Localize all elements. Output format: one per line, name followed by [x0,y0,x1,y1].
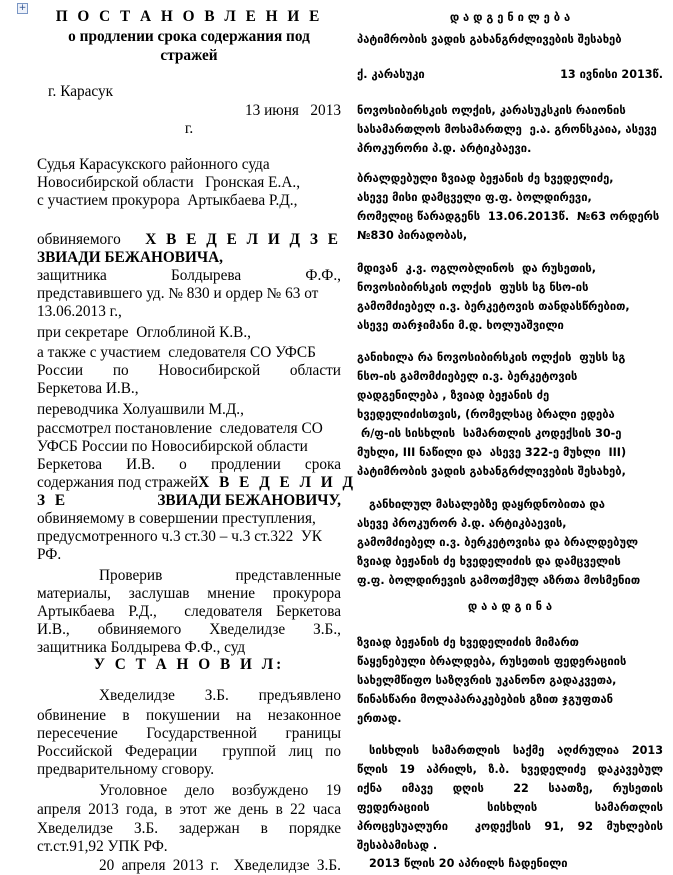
text-segment: ასევე პროკურორ პ.დ. არტიკბაევის, [357,517,567,530]
text-segment: г. Карасук [48,83,114,100]
text-segment: Х В Е Д Е Л И Д [198,474,357,491]
text-line [37,380,341,398]
text-segment: УФСБ России по Новосибирской области [37,438,308,455]
text-segment: 20 апреля 2013 г. Хведелидзе З.Б. [99,857,341,874]
text-segment: материалы, заслушав мнение прокурора [37,585,341,602]
text-segment: დადგენილება , ზვიად ბეჟანის ძე [357,389,550,402]
text-segment: რომელიც წარადგენს 13.06.2013წ. №63 ორდერს [357,210,660,223]
text-segment: о продлении срока содержания под [68,28,310,45]
text-line [357,406,663,424]
text-segment: Артыкбаева Р.Д., следователя Беркетова [37,603,341,620]
text-segment: апреля 2013 года, в этот же день в 22 часа [37,801,341,818]
text-segment: ЗВИАДИ БЕЖАНОВИЧА, [37,249,223,266]
text-line [37,285,341,303]
text-line [357,553,663,571]
text-line [357,387,663,405]
text-line [37,362,341,380]
text-line [37,324,341,342]
text-line [357,298,663,316]
text-segment: დ ა ა დ გ ი ნ ა [467,600,553,613]
text-segment: при секретаре Оглоблиной К.В., [37,324,251,341]
text-line [357,515,663,533]
text-line [37,474,357,492]
text-segment: обвиняемого [37,231,121,248]
text-segment: ნსო-ის გამომძიებელ ი.ვ. ბერკეტოვის [357,370,578,383]
text-line [357,140,663,158]
text-segment: ფ.ფ. ბოლდირევის გამოთქმულ აზრთა მოსმენით [357,574,641,587]
text-segment: გამომძიებელ ი.ვ. ბერკეტოვის თანდასწრებით, [357,300,630,313]
text-segment: მდივან კ.ვ. ოგლობლინოს და რუსეთის, [357,262,597,275]
text-segment: защитника Болдырева Ф.Ф., [37,267,341,284]
text-segment: 13 июня 2013 [244,102,341,119]
text-line [37,725,341,743]
text-segment: предварительному сговору. [37,761,215,778]
text-line [357,260,663,278]
text-line [37,420,341,438]
text-line [357,425,663,443]
text-segment: მუხლი, III ნაწილი და ასევე 322-ე მუხლი III) [357,446,627,459]
text-segment: стражей [160,47,218,64]
text-segment: РФ. [37,546,62,563]
text-line [357,31,663,49]
text-line [37,231,341,249]
text-segment: ზვიად ბეჟანის ძე ხვედელიძის მიმართ [357,636,579,649]
text-segment: დ ა დ გ ე ნ ი ლ ე ბ ა [449,11,571,24]
text-line [37,687,341,705]
text-segment: პროცესუალური კოდექსის 91, 92 მუხლების [357,820,663,833]
text-line [37,83,341,101]
text-line [37,743,341,761]
text-segment: Проверив представленные [99,567,341,584]
text-segment: პატიმრობის ვადის გახანგრძლივების შესახებ [357,33,622,46]
text-segment: ასევე მისი დამცველი ფ.ფ. ბოლდირევი, [357,191,592,204]
text-line [357,102,663,120]
text-segment: П О С Т А Н О В Л Е Н И Е [55,8,323,25]
text-line [357,837,663,855]
text-segment: რ/ფ-ის სისხლის სამართლის კოდექსის 30-ე [361,427,622,440]
text-segment: России по Новосибирской области [37,362,341,379]
text-line [357,317,663,335]
text-line [37,28,341,46]
text-segment: ბრალდებული ზვიად ბეჟანის ძე ხვედელიძე, [357,172,614,185]
text-segment: рассмотрел постановление следователя СО [37,420,323,437]
text-line [357,855,663,873]
text-line [37,249,341,267]
text-line [37,8,341,26]
text-segment: წაყენებული ბრალდება, რუსეთის ფედერაციის [357,655,627,668]
text-segment: Хведелидзе З.Б. задержан в порядке [37,820,341,837]
text-line [357,672,663,690]
text-segment: 2013 წლის 20 აპრილს ჩადენილი [369,857,568,870]
text-segment: №830 პირადობას, [357,229,468,242]
text-segment: а также с участием следователя СО УФСБ [37,344,316,361]
text-line [37,456,341,474]
text-line [37,820,341,838]
text-segment: იქნა იმავე დღის 22 საათზე, რუსეთის [357,782,663,795]
text-segment: Беркетова И.В., [37,380,139,397]
text-line [357,368,663,386]
text-segment: представившего уд. № 830 и ордер № 63 от [37,285,319,302]
text-segment: ზვიად ბეჟანის ძე ხვედელიძის და დამცველის [357,555,621,568]
text-line [37,192,341,210]
text-segment: პროკურორი პ.დ. არტიკბაევი. [357,142,532,155]
text-segment: სასამართლოს მოსამართლე ე.ა. გრონსკაია, ასევე [357,123,657,136]
text-segment: გამომძიებელ ი.ვ. ბერკეტოვისა და ბრალდებულ [357,536,639,549]
text-line [37,47,341,65]
text-line [37,510,341,528]
text-line [37,761,341,779]
text-segment: 13.06.2013 г., [37,303,122,320]
text-line [37,621,341,639]
text-segment: обвинение в покушении на незаконное [37,707,341,724]
text-line [357,761,663,779]
text-segment: შესაბამისად . [357,839,438,852]
text-segment: защитника Болдырева Ф.Ф., суд [37,639,246,656]
text-line [37,401,341,419]
text-segment: с участием прокурора Артыкбаева Р.Д., [37,192,298,209]
text-line [37,528,341,546]
text-segment: წინასწარი მოლაპარაკებების გზით ჯგუფთან [357,693,614,706]
text-line [357,279,663,297]
text-line [37,344,341,362]
russian-column [37,0,357,874]
text-line [357,780,663,798]
text-segment: წლის 19 აპრილს, ზ.ბ. ხვედელიძე დაკავებულ [357,763,663,776]
text-segment: ქ. კარასუკი [357,68,425,81]
text-segment: Российской Федерации группой лиц по [37,743,341,760]
text-line [37,639,341,657]
text-segment: ასევე თარჯიმანი მ.დ. ხოლუაშვილი [357,319,564,332]
text-line [357,121,663,139]
text-segment: ЗВИАДИ БЕЖАНОВИЧУ, [157,492,341,509]
text-line [37,303,341,321]
text-line [37,174,341,192]
text-line [357,349,663,367]
text-line [37,546,341,564]
text-segment: Новосибирской области Гронская Е.А., [37,174,301,191]
text-segment: ნოვოსიბირსკის ოლქის ფუსს სგ ნსო-ის [357,281,589,294]
text-line [37,567,341,585]
text-line [357,208,663,226]
text-segment: განიხილა რა ნოვოსიბირსკის ოლქის ფუსს სგ [357,351,626,364]
text-line [357,634,663,652]
text-segment: სახელმწიფო საზღვრის უკანონო გადაკვეთა, [357,674,617,687]
text-line [357,799,663,817]
text-segment: Хведелидзе З.Б. предъявлено [99,687,341,704]
text-line [357,534,663,552]
text-line [357,66,663,84]
text-line [37,156,341,174]
text-line [37,707,341,725]
text-segment: პატიმრობის ვადის გახანგრძლივების შესახებ, [357,465,626,478]
text-line [357,653,663,671]
text-line [37,102,341,120]
text-line [37,838,341,856]
text-segment: Уголовное дело возбуждено 19 [99,782,341,799]
text-line [37,492,341,510]
text-segment: Беркетова И.В. о продлении срока [37,456,341,473]
text-segment: ფედერაციის სისხლის სამართლის [357,801,663,814]
text-segment: обвиняемому в совершении преступления, [37,510,316,527]
text-segment: содержания под стражей [37,474,199,491]
text-segment: У С Т А Н О В И Л: [93,656,285,673]
text-line [357,227,663,245]
text-line [357,170,663,188]
text-line [37,857,341,875]
text-line [37,782,341,800]
text-line [37,438,341,456]
text-line [357,189,663,207]
text-segment: ნოვოსიბირსკის ოლქის, კარასუკსკის რაიონის [357,104,626,117]
georgian-column [357,0,663,868]
text-line [357,598,663,616]
text-line [357,9,663,27]
text-line [357,444,663,462]
text-segment: Х В Е Д Е Л И Д З Е [145,231,341,248]
text-line [37,801,341,819]
text-line [37,120,341,138]
text-line [357,463,663,481]
text-segment: 13 ივნისი 2013წ. [560,68,663,81]
text-line [37,267,341,285]
text-segment: Судья Карасукского районного суда [37,156,270,173]
text-segment: З Е [37,492,69,509]
text-line [37,585,341,603]
text-segment: ხვედელიძისთვის, (რომელსაც ბრალი ედება [357,408,615,421]
text-segment: предусмотренного ч.3 ст.30 – ч.3 ст.322 УК [37,528,322,545]
text-line [37,656,341,674]
text-segment: г. [184,120,194,137]
text-line [357,710,663,728]
text-line [357,496,663,514]
text-segment: пересечение Государственной границы [37,725,341,742]
text-line [357,742,663,760]
text-segment: სისხლის სამართლის საქმე აღძრულია 2013 [369,744,663,757]
text-segment: И.В., обвиняемого Хведелидзе З.Б., [37,621,341,638]
table-move-handle-icon[interactable]: + [18,3,27,13]
text-line [357,691,663,709]
text-line [357,572,663,590]
text-segment: переводчика Холуашвили М.Д., [37,401,244,418]
text-segment: ერთად. [357,712,402,725]
text-segment: ст.ст.91,92 УПК РФ. [37,838,168,855]
text-segment: განხილულ მასალებზე დაყრდნობითა და [369,498,605,511]
text-line [37,603,341,621]
text-line [357,818,663,836]
